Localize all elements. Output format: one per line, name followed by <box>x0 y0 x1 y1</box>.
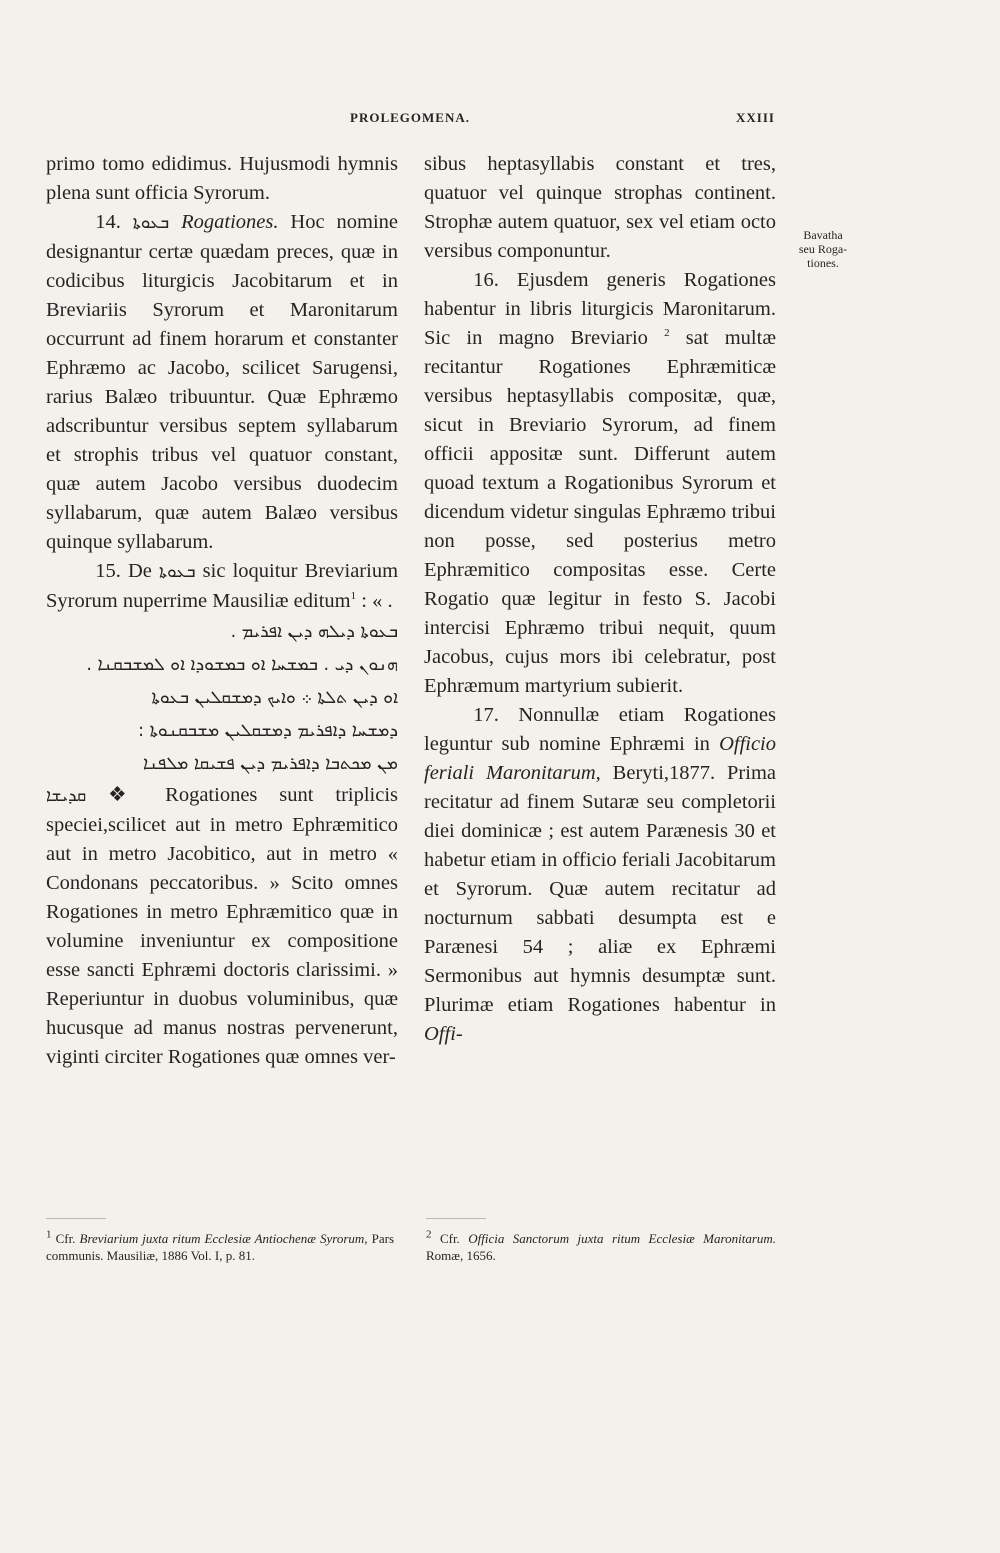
paragraph-text: sic loquitur Breviarium Syrorum nuperrime Mausiliæ editum <box>46 560 399 612</box>
paragraph-number: 15. <box>95 560 121 582</box>
syriac-line: ܐܘ ܕܝܢ ܬܠܬܐ ܀ ܘܐܝܟ ܕܡܫܩܠܝܢ ܒܥܘܬܐ <box>151 688 398 708</box>
italic-title: Officio feriali Maronitarum, <box>424 733 776 784</box>
paragraph-text: sibus heptasyllabis constant et tres, quatuor vel quinque strophas continent. Strophæ autem quatuor, sex vel etiam octo versibus componuntur. <box>424 153 776 262</box>
paragraph-number: 16. <box>473 269 499 291</box>
footnote-title: Officia Sanctorum juxta ritum Ecclesiæ Maronitarum. <box>468 1231 777 1246</box>
footnote-text: Pars communis. Mausiliæ, 1886 Vol. I, p. 81. <box>46 1231 395 1263</box>
italic-title: Offi- <box>424 1023 463 1045</box>
syriac-line: ܕܡܫܚܐ ܕܐܦܪܝܡ ܕܡܫܩܠܝܢ ܡܫܒܩܢܘܬܐ : <box>138 721 398 741</box>
separator-glyph: ❖ <box>108 784 144 806</box>
paragraph-number: 17. <box>473 704 499 726</box>
right-column <box>424 150 776 1049</box>
paragraph-continuation <box>46 150 398 208</box>
footnote-rule <box>426 1218 486 1219</box>
footnote-ref: 2 <box>664 327 670 340</box>
marginal-line: Bavatha <box>803 228 843 242</box>
syriac-line: ܡܢ ܡܟܬܒܐ ܕܐܦܪܝܡ ܕܝܢ ܦܫܝܩܐ ܡܠܦܢܐ <box>142 754 398 774</box>
syriac-line: ܗܢܘܢ ܕܝ . ܒܡܫܚܐ ܐܘ ܒܡܫܘܕܐ ܐܘ ܠܡܫܒܩܢܐ . <box>86 655 398 675</box>
quote-open: : « . <box>361 590 393 612</box>
paragraph-14 <box>46 208 398 557</box>
paragraph-text: primo tomo edidimus. Hujusmodi hymnis plena sunt officia Syrorum. <box>46 153 398 204</box>
marginal-note <box>788 228 858 270</box>
syriac-term: ܒܥܘܬܐ <box>132 213 170 233</box>
footnote-number: 2 <box>426 1228 432 1241</box>
paragraph-number: 14. <box>95 211 121 233</box>
syriac-term: ܩܕܝܫܐ <box>46 786 87 806</box>
italic-term: Rogationes. <box>181 211 279 233</box>
paragraph-continuation <box>424 150 776 266</box>
marginal-line: tiones. <box>807 256 839 270</box>
page-number: XXIII <box>736 110 775 125</box>
running-head <box>0 110 1000 134</box>
left-column <box>46 150 398 1072</box>
paragraph-15 <box>46 557 398 616</box>
syriac-quotation <box>46 616 398 781</box>
footnote-number: 1 <box>46 1228 52 1241</box>
paragraph-17 <box>424 701 776 1049</box>
paragraph-text: Rogationes sunt triplicis speciei,scilicet aut in metro Ephræmitico aut in metro Jacobitico, aut in metro « Condonans peccatoribus. » Scito omnes Rogationes in metro Ephræmitico quæ in volumine inveniuntur ex compositione esse sancti Ephræmi doctoris clarissimi. » Reperiuntur in duobus voluminibus, quæ hucusque ad manus nostras pervenerunt, viginti circiter Rogationes quæ omnes ver- <box>46 784 399 1068</box>
footnote-text: Cfr. <box>439 1231 460 1246</box>
paragraph-16 <box>424 266 776 701</box>
footnote-text: Romæ, 1656. <box>426 1248 496 1263</box>
paragraph-text: De <box>127 560 152 582</box>
footnote-1 <box>46 1230 394 1264</box>
paragraph-text: Beryti,1877. Prima recitatur ad finem Sutaræ seu completorii diei dominicæ ; est autem Parænesis 30 et habetur etiam in officio feriali Jacobitarum et Syrorum. Quæ autem recitatur ad nocturnum sabbati desumpta est e Parænesi 54 ; aliæ ex Ephræmi Sermonibus aut hymnis desumptæ sunt. Plurimæ etiam Rogationes habentur in <box>424 762 776 1016</box>
paragraph-text: Hoc nomine designantur certæ quædam preces, quæ in codicibus liturgicis Jacobitarum et in Breviariis Syrorum et Maronitarum occurrunt ad finem horarum et constanter Ephræmo ac Jacobo, scilicet Sarugensi, rarius Balæo tribuuntur. Quæ Ephræmo adscribuntur versibus septem syllabarum et strophis tribus vel quatuor constant, quæ autem Jacobo versibus duodecim syllabarum, quæ autem Balæo versibus quinque syllabarum. <box>46 211 398 553</box>
footnote-ref: 1 <box>350 590 357 603</box>
running-title: PROLEGOMENA. <box>350 110 470 125</box>
footnote-title: Breviarium juxta ritum Ecclesiæ Antiochenæ Syrorum, <box>79 1231 368 1246</box>
paragraph-15-translation <box>46 781 398 1072</box>
paragraph-text: Ejusdem generis Rogationes habentur in libris liturgicis Maronitarum. Sic in magno Breviario <box>424 269 776 349</box>
footnote-2 <box>426 1230 776 1264</box>
syriac-term: ܒܥܘܬܐ <box>159 562 196 582</box>
marginal-line: seu Roga- <box>798 242 848 256</box>
footnote-text: Cfr. <box>55 1231 76 1246</box>
paragraph-text: sat multæ recitantur Rogationes Ephræmiticæ versibus heptasyllabis compositæ, quæ, sicut in Breviario Syrorum, ad finem officii appositæ sunt. Differunt autem quoad textum a Rogationibus Syrorum et dicendum videtur singulas Ephræmo tribui non posse, sed posterius metro Ephræmitico compositas esse. Certe Rogatio quæ legitur in festo S. Jacobi intercisi Ephræmo tribui nequit, quum Jacobus, cujus mors ibi celebratur, post Ephræmum martyrium subierit. <box>424 327 776 697</box>
footnote-rule <box>46 1218 106 1219</box>
paragraph-text: Nonnullæ etiam Rogationes leguntur sub nomine Ephræmi in <box>424 704 776 755</box>
syriac-line: ܒܥܘܬܐ ܕܝܠܗ ܕܝܢ ܐܦܪܝܡ . <box>230 622 398 642</box>
